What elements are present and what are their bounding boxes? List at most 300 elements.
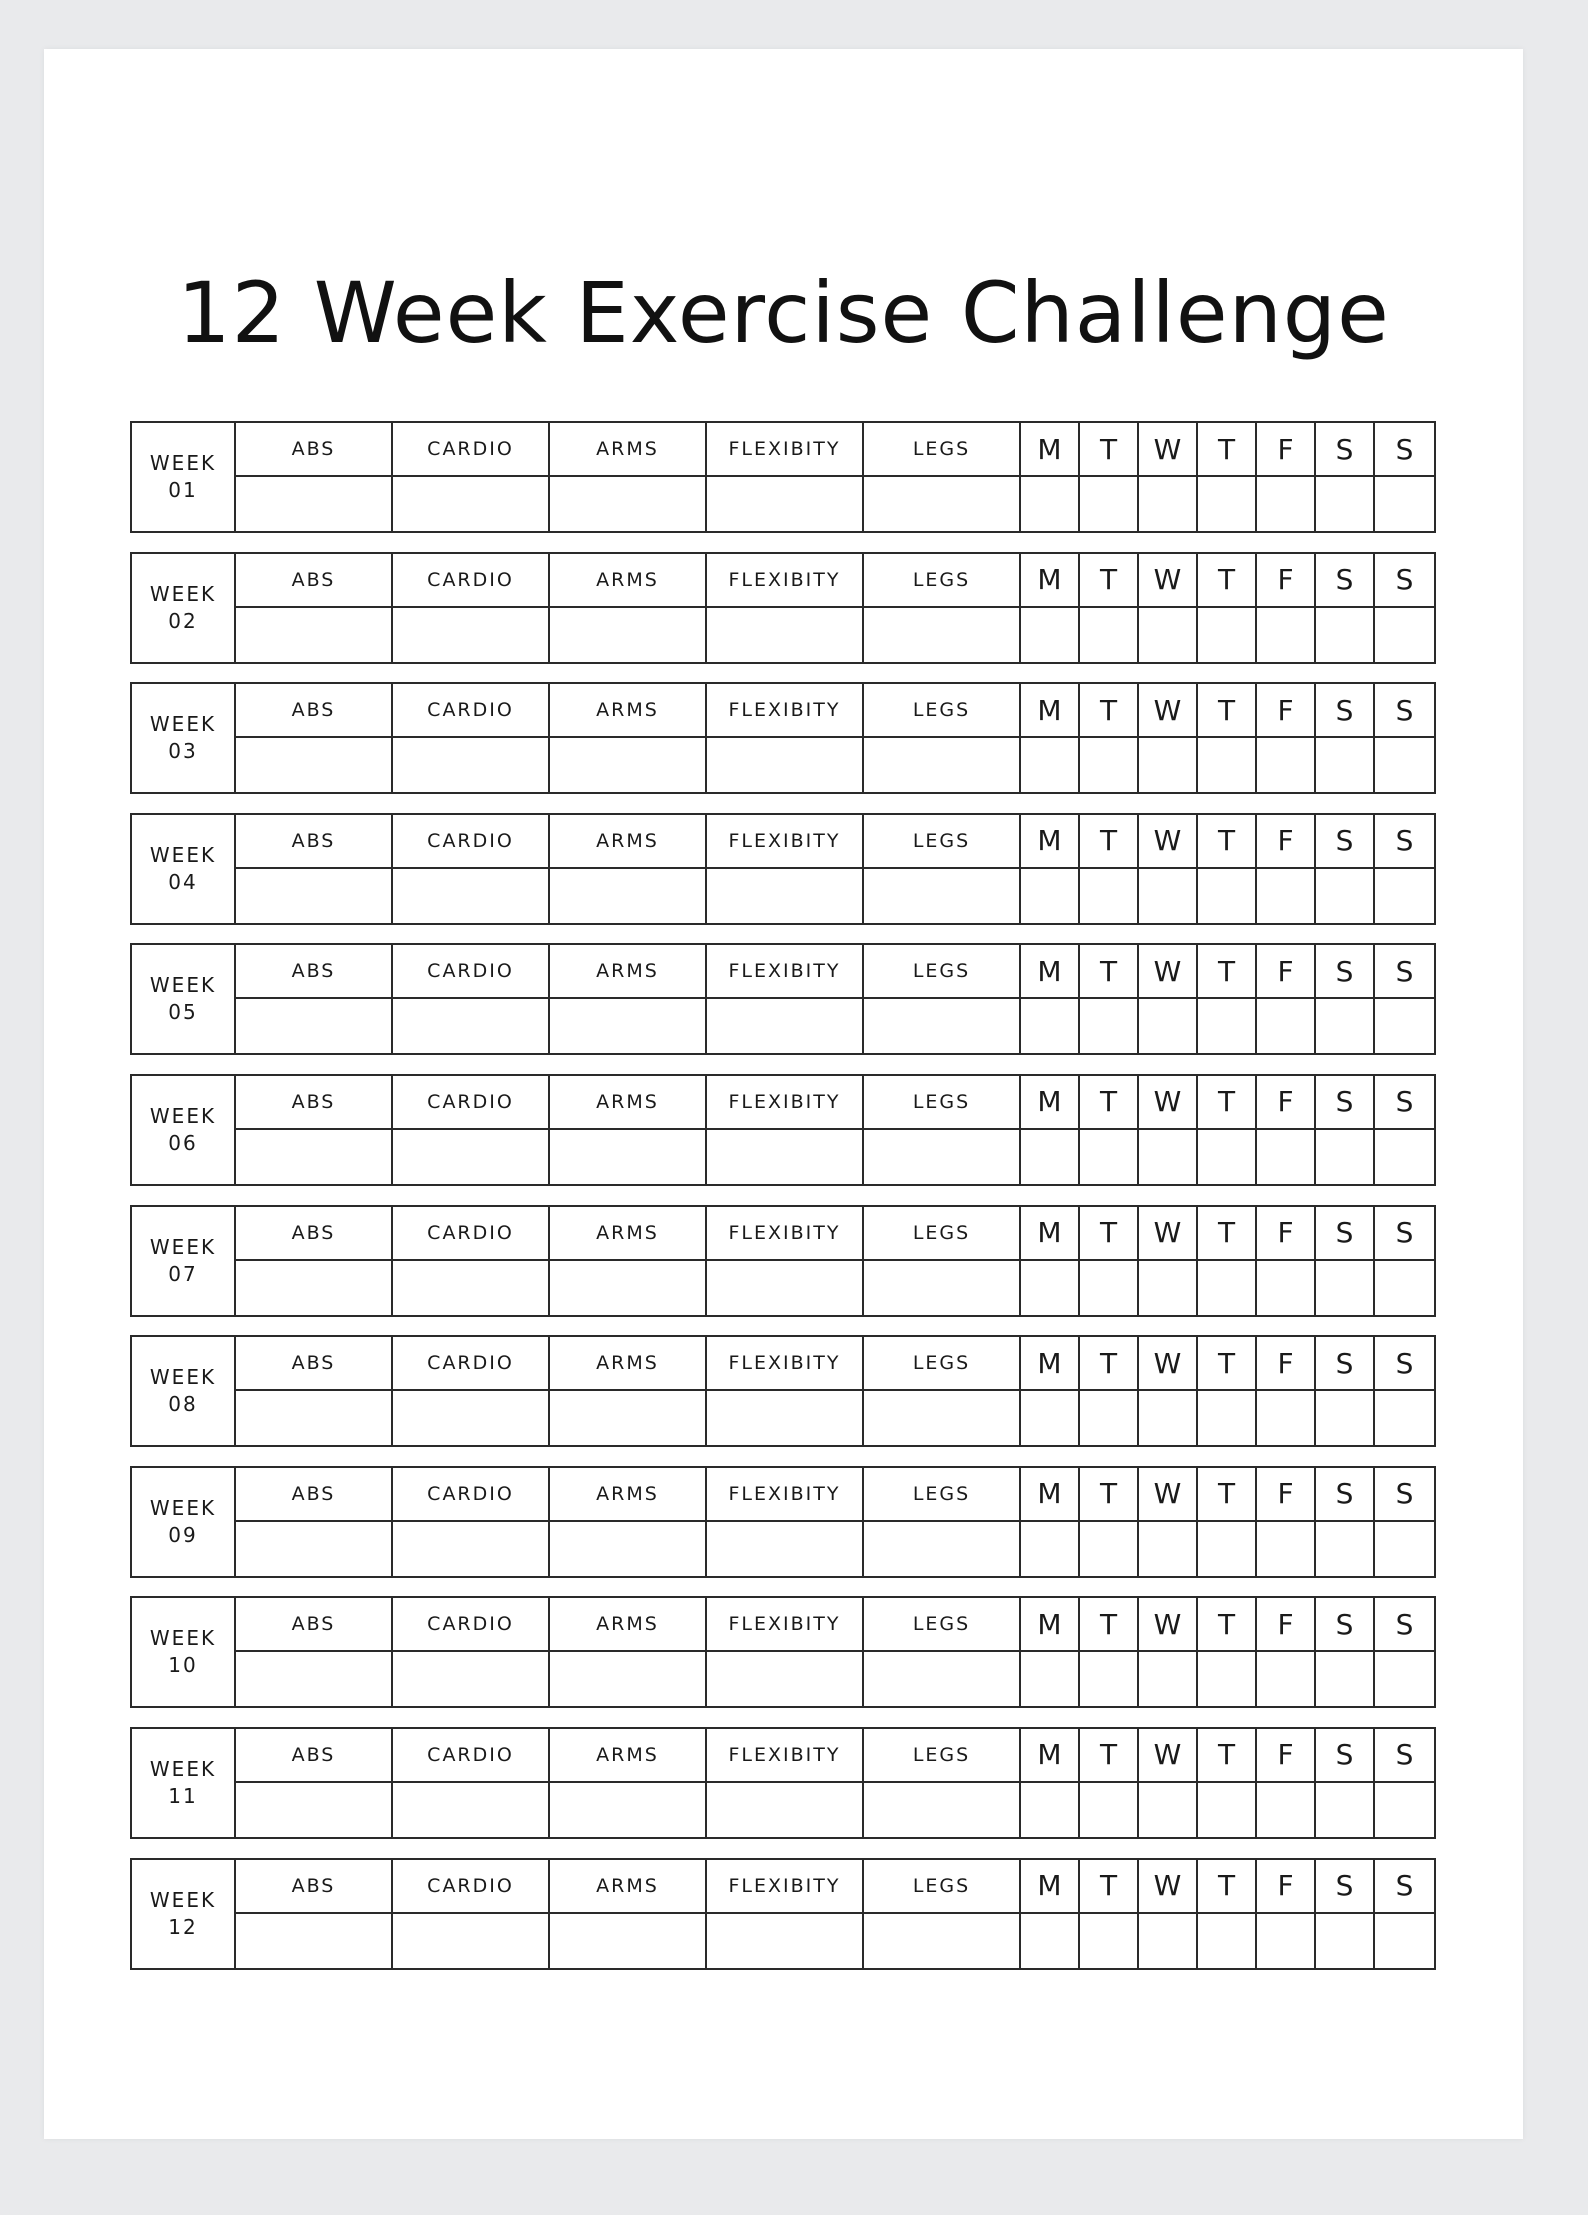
week-label	[132, 945, 236, 1053]
day-checkbox-cell[interactable]	[1375, 1522, 1434, 1576]
exercise-entry-cell[interactable]	[707, 1130, 862, 1184]
day-checkbox-cell[interactable]	[1257, 1783, 1314, 1837]
exercise-header: CARDIO	[393, 1337, 548, 1391]
exercise-column	[393, 1860, 550, 1968]
exercise-entry-cell[interactable]	[393, 1261, 548, 1315]
day-header: M	[1021, 1729, 1078, 1783]
day-header: T	[1198, 423, 1255, 477]
exercise-entry-cell[interactable]	[550, 1914, 705, 1968]
day-checkbox-cell[interactable]	[1198, 1261, 1255, 1315]
exercise-column	[864, 423, 1021, 531]
day-column	[1021, 1207, 1080, 1315]
week-number: 04	[168, 869, 198, 894]
day-checkbox-cell[interactable]	[1316, 999, 1373, 1053]
exercise-entry-cell[interactable]	[236, 1522, 391, 1576]
day-checkbox-cell[interactable]	[1316, 1522, 1373, 1576]
week-grid	[236, 1468, 1434, 1576]
day-column	[1021, 1729, 1080, 1837]
day-header: S	[1316, 1598, 1373, 1652]
day-checkbox-cell[interactable]	[1021, 608, 1078, 662]
exercise-entry-cell[interactable]	[236, 869, 391, 923]
day-header: F	[1257, 1598, 1314, 1652]
exercise-header: ABS	[236, 1337, 391, 1391]
exercise-column	[707, 945, 864, 1053]
week-word: WEEK	[149, 1365, 217, 1390]
exercise-entry-cell[interactable]	[236, 1783, 391, 1837]
day-checkbox-cell[interactable]	[1080, 1783, 1137, 1837]
exercise-entry-cell[interactable]	[236, 1391, 391, 1445]
exercise-column	[236, 945, 393, 1053]
day-checkbox-cell[interactable]	[1316, 608, 1373, 662]
exercise-column	[707, 1468, 864, 1576]
day-header: F	[1257, 1076, 1314, 1130]
day-checkbox-cell[interactable]	[1316, 1261, 1373, 1315]
day-column	[1375, 815, 1434, 923]
day-header: W	[1139, 423, 1196, 477]
day-checkbox-cell[interactable]	[1139, 1130, 1196, 1184]
day-checkbox-cell[interactable]	[1139, 869, 1196, 923]
exercise-header: CARDIO	[393, 1729, 548, 1783]
day-header: S	[1375, 945, 1434, 999]
day-checkbox-cell[interactable]	[1375, 477, 1434, 531]
exercise-column	[864, 1598, 1021, 1706]
day-checkbox-cell[interactable]	[1080, 1261, 1137, 1315]
day-checkbox-cell[interactable]	[1375, 1914, 1434, 1968]
week-table	[130, 813, 1436, 925]
day-header: S	[1316, 1860, 1373, 1914]
day-checkbox-cell[interactable]	[1375, 738, 1434, 792]
exercise-column	[550, 1468, 707, 1576]
exercise-entry-cell[interactable]	[550, 1130, 705, 1184]
day-header: T	[1080, 554, 1137, 608]
day-checkbox-cell[interactable]	[1080, 738, 1137, 792]
exercise-entry-cell[interactable]	[236, 608, 391, 662]
day-checkbox-cell[interactable]	[1257, 477, 1314, 531]
exercise-entry-cell[interactable]	[707, 1914, 862, 1968]
exercise-header: FLEXIBITY	[707, 1207, 862, 1261]
exercise-entry-cell[interactable]	[393, 608, 548, 662]
day-checkbox-cell[interactable]	[1198, 738, 1255, 792]
exercise-entry-cell[interactable]	[707, 1522, 862, 1576]
day-header: M	[1021, 1076, 1078, 1130]
week-word: WEEK	[149, 712, 217, 737]
day-checkbox-cell[interactable]	[1080, 1391, 1137, 1445]
week-grid	[236, 1860, 1434, 1968]
day-checkbox-cell[interactable]	[1080, 999, 1137, 1053]
exercise-column	[393, 1598, 550, 1706]
exercise-header: ARMS	[550, 815, 705, 869]
exercise-entry-cell[interactable]	[864, 477, 1019, 531]
exercise-header: ARMS	[550, 1337, 705, 1391]
day-checkbox-cell[interactable]	[1139, 1522, 1196, 1576]
day-header: W	[1139, 945, 1196, 999]
exercise-entry-cell[interactable]	[236, 1914, 391, 1968]
day-column	[1080, 945, 1139, 1053]
exercise-column	[550, 1337, 707, 1445]
exercise-column	[707, 423, 864, 531]
exercise-column	[393, 945, 550, 1053]
exercise-entry-cell[interactable]	[550, 869, 705, 923]
exercise-header: FLEXIBITY	[707, 1076, 862, 1130]
day-checkbox-cell[interactable]	[1198, 1391, 1255, 1445]
page-title: 12 Week Exercise Challenge	[177, 264, 1390, 362]
day-header: M	[1021, 1468, 1078, 1522]
exercise-entry-cell[interactable]	[864, 1522, 1019, 1576]
exercise-entry-cell[interactable]	[550, 477, 705, 531]
exercise-column	[236, 1076, 393, 1184]
exercise-entry-cell[interactable]	[707, 1783, 862, 1837]
exercise-entry-cell[interactable]	[707, 608, 862, 662]
exercise-entry-cell[interactable]	[707, 1652, 862, 1706]
day-checkbox-cell[interactable]	[1080, 608, 1137, 662]
exercise-column	[236, 423, 393, 531]
day-column	[1316, 554, 1375, 662]
exercise-entry-cell[interactable]	[550, 738, 705, 792]
exercise-entry-cell[interactable]	[707, 1391, 862, 1445]
exercise-entry-cell[interactable]	[236, 1652, 391, 1706]
day-checkbox-cell[interactable]	[1021, 869, 1078, 923]
day-column	[1080, 423, 1139, 531]
day-checkbox-cell[interactable]	[1198, 1522, 1255, 1576]
exercise-column	[707, 1860, 864, 1968]
day-checkbox-cell[interactable]	[1316, 869, 1373, 923]
exercise-column	[393, 1207, 550, 1315]
exercise-entry-cell[interactable]	[707, 738, 862, 792]
day-checkbox-cell[interactable]	[1139, 999, 1196, 1053]
day-checkbox-cell[interactable]	[1316, 1652, 1373, 1706]
week-word: WEEK	[149, 1103, 217, 1128]
day-header: T	[1198, 1076, 1255, 1130]
week-grid	[236, 945, 1434, 1053]
day-header: T	[1198, 1468, 1255, 1522]
day-header: W	[1139, 1598, 1196, 1652]
day-checkbox-cell[interactable]	[1139, 608, 1196, 662]
exercise-entry-cell[interactable]	[393, 869, 548, 923]
day-column	[1198, 1468, 1257, 1576]
exercise-header: CARDIO	[393, 1860, 548, 1914]
week-label	[132, 1598, 236, 1706]
day-checkbox-cell[interactable]	[1021, 999, 1078, 1053]
day-column	[1257, 1598, 1316, 1706]
exercise-entry-cell[interactable]	[550, 1783, 705, 1837]
day-column	[1139, 1860, 1198, 1968]
day-checkbox-cell[interactable]	[1139, 1261, 1196, 1315]
day-column	[1316, 684, 1375, 792]
day-checkbox-cell[interactable]	[1139, 1783, 1196, 1837]
exercise-column	[707, 1729, 864, 1837]
exercise-column	[864, 554, 1021, 662]
exercise-header: FLEXIBITY	[707, 1598, 862, 1652]
exercise-entry-cell[interactable]	[707, 477, 862, 531]
exercise-entry-cell[interactable]	[393, 1522, 548, 1576]
day-header: W	[1139, 1337, 1196, 1391]
day-checkbox-cell[interactable]	[1021, 1522, 1078, 1576]
exercise-column	[236, 684, 393, 792]
day-header: T	[1198, 1860, 1255, 1914]
day-checkbox-cell[interactable]	[1021, 1914, 1078, 1968]
day-header: S	[1316, 1207, 1373, 1261]
day-checkbox-cell[interactable]	[1198, 999, 1255, 1053]
exercise-header: LEGS	[864, 1729, 1019, 1783]
day-checkbox-cell[interactable]	[1021, 1783, 1078, 1837]
day-checkbox-cell[interactable]	[1375, 999, 1434, 1053]
day-checkbox-cell[interactable]	[1375, 869, 1434, 923]
day-header: S	[1316, 1468, 1373, 1522]
day-checkbox-cell[interactable]	[1198, 1783, 1255, 1837]
day-header: W	[1139, 554, 1196, 608]
day-checkbox-cell[interactable]	[1139, 738, 1196, 792]
exercise-entry-cell[interactable]	[393, 1391, 548, 1445]
exercise-column	[707, 1598, 864, 1706]
week-word: WEEK	[149, 1495, 217, 1520]
worksheet-page	[44, 49, 1523, 2139]
day-header: T	[1080, 1598, 1137, 1652]
exercise-entry-cell[interactable]	[393, 999, 548, 1053]
day-checkbox-cell[interactable]	[1139, 1652, 1196, 1706]
day-checkbox-cell[interactable]	[1198, 1130, 1255, 1184]
exercise-entry-cell[interactable]	[707, 1261, 862, 1315]
day-header: W	[1139, 1729, 1196, 1783]
day-header: W	[1139, 1860, 1196, 1914]
exercise-entry-cell[interactable]	[864, 1783, 1019, 1837]
day-checkbox-cell[interactable]	[1080, 869, 1137, 923]
week-label	[132, 1076, 236, 1184]
week-grid	[236, 1207, 1434, 1315]
week-number: 12	[168, 1914, 198, 1939]
day-checkbox-cell[interactable]	[1021, 1391, 1078, 1445]
week-number: 05	[168, 1000, 198, 1025]
day-checkbox-cell[interactable]	[1257, 1130, 1314, 1184]
exercise-entry-cell[interactable]	[236, 477, 391, 531]
week-number: 10	[168, 1653, 198, 1678]
day-column	[1080, 1729, 1139, 1837]
exercise-entry-cell[interactable]	[393, 1914, 548, 1968]
week-word: WEEK	[149, 842, 217, 867]
exercise-entry-cell[interactable]	[864, 999, 1019, 1053]
week-word: WEEK	[149, 1234, 217, 1259]
day-checkbox-cell[interactable]	[1080, 1522, 1137, 1576]
day-checkbox-cell[interactable]	[1375, 1130, 1434, 1184]
day-checkbox-cell[interactable]	[1080, 1130, 1137, 1184]
day-checkbox-cell[interactable]	[1257, 1522, 1314, 1576]
day-header: T	[1080, 684, 1137, 738]
exercise-entry-cell[interactable]	[707, 869, 862, 923]
day-checkbox-cell[interactable]	[1021, 738, 1078, 792]
day-column	[1257, 684, 1316, 792]
exercise-column	[864, 1860, 1021, 1968]
week-label	[132, 1860, 236, 1968]
exercise-header: CARDIO	[393, 1598, 548, 1652]
week-table	[130, 943, 1436, 1055]
day-column	[1257, 1076, 1316, 1184]
exercise-column	[707, 554, 864, 662]
exercise-entry-cell[interactable]	[236, 999, 391, 1053]
day-checkbox-cell[interactable]	[1021, 1652, 1078, 1706]
day-checkbox-cell[interactable]	[1198, 1652, 1255, 1706]
day-checkbox-cell[interactable]	[1257, 1391, 1314, 1445]
exercise-entry-cell[interactable]	[550, 1391, 705, 1445]
day-checkbox-cell[interactable]	[1080, 1652, 1137, 1706]
week-number: 02	[168, 608, 198, 633]
day-checkbox-cell[interactable]	[1139, 1391, 1196, 1445]
exercise-entry-cell[interactable]	[864, 1914, 1019, 1968]
exercise-entry-cell[interactable]	[864, 1261, 1019, 1315]
exercise-entry-cell[interactable]	[236, 738, 391, 792]
day-column	[1375, 1207, 1434, 1315]
week-word: WEEK	[149, 451, 217, 475]
exercise-entry-cell[interactable]	[550, 1261, 705, 1315]
day-checkbox-cell[interactable]	[1257, 1652, 1314, 1706]
exercise-header: LEGS	[864, 1860, 1019, 1914]
week-table	[130, 1335, 1436, 1447]
exercise-header: LEGS	[864, 1598, 1019, 1652]
day-header: S	[1316, 815, 1373, 869]
day-header: T	[1198, 1598, 1255, 1652]
exercise-entry-cell[interactable]	[550, 608, 705, 662]
day-header: T	[1198, 554, 1255, 608]
exercise-column	[707, 684, 864, 792]
day-column	[1080, 554, 1139, 662]
day-column	[1198, 1729, 1257, 1837]
day-column	[1021, 1076, 1080, 1184]
day-header: S	[1316, 423, 1373, 477]
day-checkbox-cell[interactable]	[1316, 477, 1373, 531]
exercise-column	[236, 1207, 393, 1315]
exercise-header: CARDIO	[393, 684, 548, 738]
day-header: T	[1080, 1207, 1137, 1261]
day-column	[1257, 945, 1316, 1053]
day-header: M	[1021, 1860, 1078, 1914]
day-column	[1080, 1468, 1139, 1576]
day-header: S	[1375, 1207, 1434, 1261]
exercise-entry-cell[interactable]	[864, 1391, 1019, 1445]
day-checkbox-cell[interactable]	[1021, 1130, 1078, 1184]
day-header: M	[1021, 1337, 1078, 1391]
day-column	[1021, 1468, 1080, 1576]
day-checkbox-cell[interactable]	[1080, 1914, 1137, 1968]
day-column	[1375, 1076, 1434, 1184]
exercise-column	[236, 1468, 393, 1576]
day-column	[1316, 815, 1375, 923]
day-checkbox-cell[interactable]	[1021, 477, 1078, 531]
day-checkbox-cell[interactable]	[1316, 738, 1373, 792]
day-checkbox-cell[interactable]	[1316, 1130, 1373, 1184]
day-checkbox-cell[interactable]	[1316, 1391, 1373, 1445]
exercise-column	[707, 1207, 864, 1315]
day-header: M	[1021, 423, 1078, 477]
day-checkbox-cell[interactable]	[1375, 1261, 1434, 1315]
exercise-entry-cell[interactable]	[707, 999, 862, 1053]
day-checkbox-cell[interactable]	[1375, 1783, 1434, 1837]
day-header: S	[1316, 1076, 1373, 1130]
exercise-entry-cell[interactable]	[550, 1652, 705, 1706]
exercise-column	[550, 423, 707, 531]
exercise-header: FLEXIBITY	[707, 554, 862, 608]
exercise-entry-cell[interactable]	[393, 1652, 548, 1706]
day-header: S	[1316, 945, 1373, 999]
day-checkbox-cell[interactable]	[1257, 1261, 1314, 1315]
day-header: M	[1021, 1598, 1078, 1652]
exercise-entry-cell[interactable]	[864, 1130, 1019, 1184]
day-column	[1375, 1860, 1434, 1968]
exercise-entry-cell[interactable]	[864, 869, 1019, 923]
day-column	[1080, 684, 1139, 792]
day-column	[1198, 945, 1257, 1053]
exercise-header: ABS	[236, 815, 391, 869]
day-column	[1021, 1860, 1080, 1968]
day-column	[1080, 1207, 1139, 1315]
day-column	[1021, 1337, 1080, 1445]
day-checkbox-cell[interactable]	[1375, 1391, 1434, 1445]
exercise-column	[393, 1468, 550, 1576]
day-header: T	[1080, 945, 1137, 999]
week-number: 07	[168, 1261, 198, 1286]
exercise-entry-cell[interactable]	[393, 1130, 548, 1184]
day-checkbox-cell[interactable]	[1257, 999, 1314, 1053]
day-checkbox-cell[interactable]	[1198, 477, 1255, 531]
exercise-entry-cell[interactable]	[864, 1652, 1019, 1706]
exercise-column	[864, 1468, 1021, 1576]
week-label	[132, 1337, 236, 1445]
exercise-column	[707, 815, 864, 923]
day-checkbox-cell[interactable]	[1139, 1914, 1196, 1968]
day-checkbox-cell[interactable]	[1080, 477, 1137, 531]
exercise-entry-cell[interactable]	[236, 1261, 391, 1315]
day-checkbox-cell[interactable]	[1316, 1914, 1373, 1968]
day-header: T	[1080, 815, 1137, 869]
day-checkbox-cell[interactable]	[1198, 608, 1255, 662]
day-checkbox-cell[interactable]	[1257, 738, 1314, 792]
day-column	[1257, 1207, 1316, 1315]
exercise-entry-cell[interactable]	[236, 1130, 391, 1184]
exercise-header: ARMS	[550, 423, 705, 477]
exercise-entry-cell[interactable]	[550, 1522, 705, 1576]
day-checkbox-cell[interactable]	[1198, 869, 1255, 923]
day-header: S	[1375, 1468, 1434, 1522]
exercise-header: LEGS	[864, 1468, 1019, 1522]
week-table	[130, 1596, 1436, 1708]
day-column	[1139, 423, 1198, 531]
exercise-entry-cell[interactable]	[550, 999, 705, 1053]
week-number: 01	[168, 478, 198, 502]
day-checkbox-cell[interactable]	[1198, 1914, 1255, 1968]
exercise-entry-cell[interactable]	[864, 738, 1019, 792]
exercise-entry-cell[interactable]	[864, 608, 1019, 662]
exercise-entry-cell[interactable]	[393, 477, 548, 531]
day-checkbox-cell[interactable]	[1257, 869, 1314, 923]
day-checkbox-cell[interactable]	[1021, 1261, 1078, 1315]
day-checkbox-cell[interactable]	[1375, 608, 1434, 662]
day-checkbox-cell[interactable]	[1139, 477, 1196, 531]
exercise-entry-cell[interactable]	[393, 1783, 548, 1837]
exercise-header: CARDIO	[393, 1207, 548, 1261]
exercise-header: CARDIO	[393, 1468, 548, 1522]
day-column	[1198, 554, 1257, 662]
day-header: T	[1080, 1468, 1137, 1522]
exercise-entry-cell[interactable]	[393, 738, 548, 792]
day-checkbox-cell[interactable]	[1257, 608, 1314, 662]
day-checkbox-cell[interactable]	[1375, 1652, 1434, 1706]
day-header: T	[1080, 1860, 1137, 1914]
exercise-column	[864, 1207, 1021, 1315]
day-checkbox-cell[interactable]	[1257, 1914, 1314, 1968]
day-checkbox-cell[interactable]	[1316, 1783, 1373, 1837]
exercise-column	[864, 684, 1021, 792]
exercise-header: ABS	[236, 554, 391, 608]
day-column	[1139, 945, 1198, 1053]
day-column	[1139, 554, 1198, 662]
exercise-column	[393, 423, 550, 531]
